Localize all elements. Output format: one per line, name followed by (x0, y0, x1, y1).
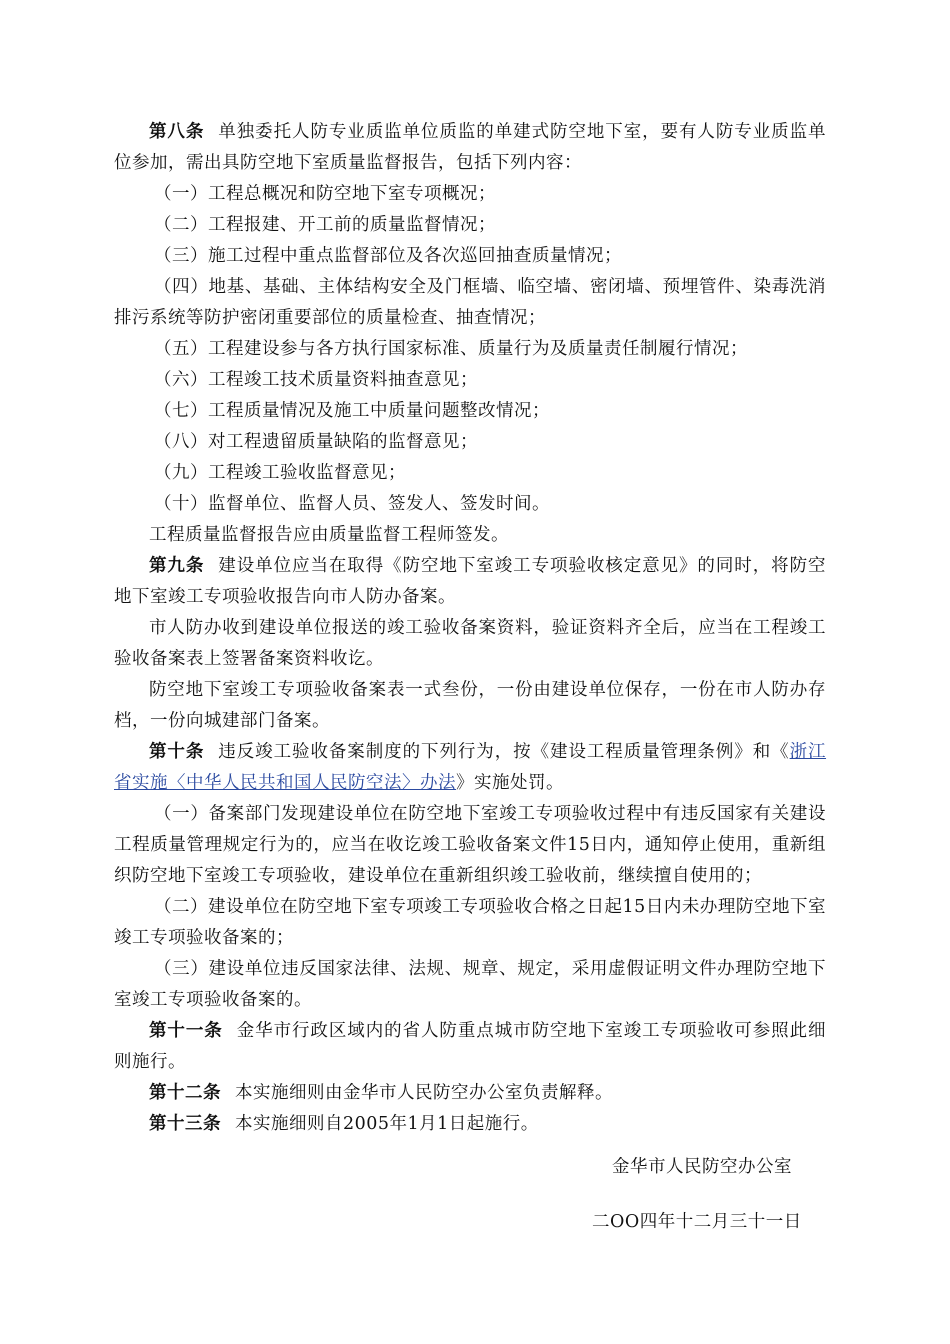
article-8-item-9: （九）工程竣工验收监督意见； (154, 463, 406, 483)
article-12-title: 第十二条 (149, 1083, 221, 1103)
article-8-item-1: （一）工程总概况和防空地下室专项概况； (154, 184, 496, 204)
article-8-item-3: （三）施工过程中重点监督部位及各次巡回抽查质量情况； (154, 246, 622, 266)
article-10-title: 第十条 (149, 742, 205, 762)
signature-date: 二OO四年十二月三十一日 (592, 1212, 802, 1232)
article-10-text-a: 违反竣工验收备案制度的下列行为，按《建设工程质量管理条例》和《 (218, 742, 790, 762)
article-8-item-2: （二）工程报建、开工前的质量监督情况； (154, 215, 496, 235)
article-10 (114, 737, 826, 799)
article-9-title: 第九条 (149, 556, 205, 576)
article-10-item-1: （一）备案部门发现建设单位在防空地下室竣工专项验收过程中有违反国家有关建设工程质量管理规定行为的，应当在收讫竣工验收备案文件15日内，通知停止使用，重新组织防空地下室竣工专项验收，建设单位在重新组织竣工验收前，继续擅自使用的； (114, 804, 826, 886)
article-11-title: 第十一条 (149, 1021, 223, 1041)
law-link[interactable]: 浙江省实施〈中华人民共和国人民防空法〉办法 (114, 742, 827, 793)
article-10-text-b: 》实施处罚。 (456, 773, 564, 793)
article-9 (114, 551, 826, 613)
article-8 (114, 117, 826, 179)
article-9-para-3: 防空地下室竣工专项验收备案表一式叁份，一份由建设单位保存，一份在市人防办存档，一份向城建部门备案。 (114, 680, 826, 731)
article-8-item-7: （七）工程质量情况及施工中质量问题整改情况； (154, 401, 550, 421)
article-12 (114, 1078, 826, 1109)
article-11-text: 金华市行政区域内的省人防重点城市防空地下室竣工专项验收可参照此细则施行。 (114, 1021, 827, 1072)
article-13-title: 第十三条 (149, 1114, 221, 1134)
signature-org: 金华市人民防空办公室 (612, 1157, 792, 1177)
article-8-closing: 工程质量监督报告应由质量监督工程师签发。 (149, 525, 509, 545)
article-8-text: 单独委托人防专业质监单位质监的单建式防空地下室，要有人防专业质监单位参加，需出具防空地下室质量监督报告，包括下列内容： (114, 122, 827, 173)
article-8-item-10: （十）监督单位、监督人员、签发人、签发时间。 (154, 494, 550, 514)
article-12-text: 本实施细则由金华市人民防空办公室负责解释。 (235, 1083, 613, 1103)
article-8-title: 第八条 (149, 122, 205, 142)
article-10-item-2: （二）建设单位在防空地下室专项竣工专项验收合格之日起15日内未办理防空地下室竣工专项验收备案的； (114, 897, 826, 948)
article-8-item-6: （六）工程竣工技术质量资料抽查意见； (154, 370, 478, 390)
article-8-item-5: （五）工程建设参与各方执行国家标准、质量行为及质量责任制履行情况； (154, 339, 748, 359)
article-11 (114, 1016, 826, 1078)
article-9-text: 建设单位应当在取得《防空地下室竣工专项验收核定意见》的同时，将防空地下室竣工专项验收报告向市人防办备案。 (114, 556, 827, 607)
article-13-text: 本实施细则自2005年1月1日起施行。 (235, 1114, 539, 1134)
article-10-item-3: （三）建设单位违反国家法律、法规、规章、规定，采用虚假证明文件办理防空地下室竣工专项验收备案的。 (114, 959, 826, 1010)
article-8-item-4: （四）地基、基础、主体结构安全及门框墙、临空墙、密闭墙、预埋管件、染毒洗消排污系统等防护密闭重要部位的质量检查、抽查情况； (114, 277, 826, 328)
document-body (114, 117, 826, 1140)
article-8-item-8: （八）对工程遗留质量缺陷的监督意见； (154, 432, 478, 452)
article-13 (114, 1109, 826, 1140)
article-9-para-2: 市人防办收到建设单位报送的竣工验收备案资料，验证资料齐全后，应当在工程竣工验收备案表上签署备案资料收讫。 (114, 618, 826, 669)
